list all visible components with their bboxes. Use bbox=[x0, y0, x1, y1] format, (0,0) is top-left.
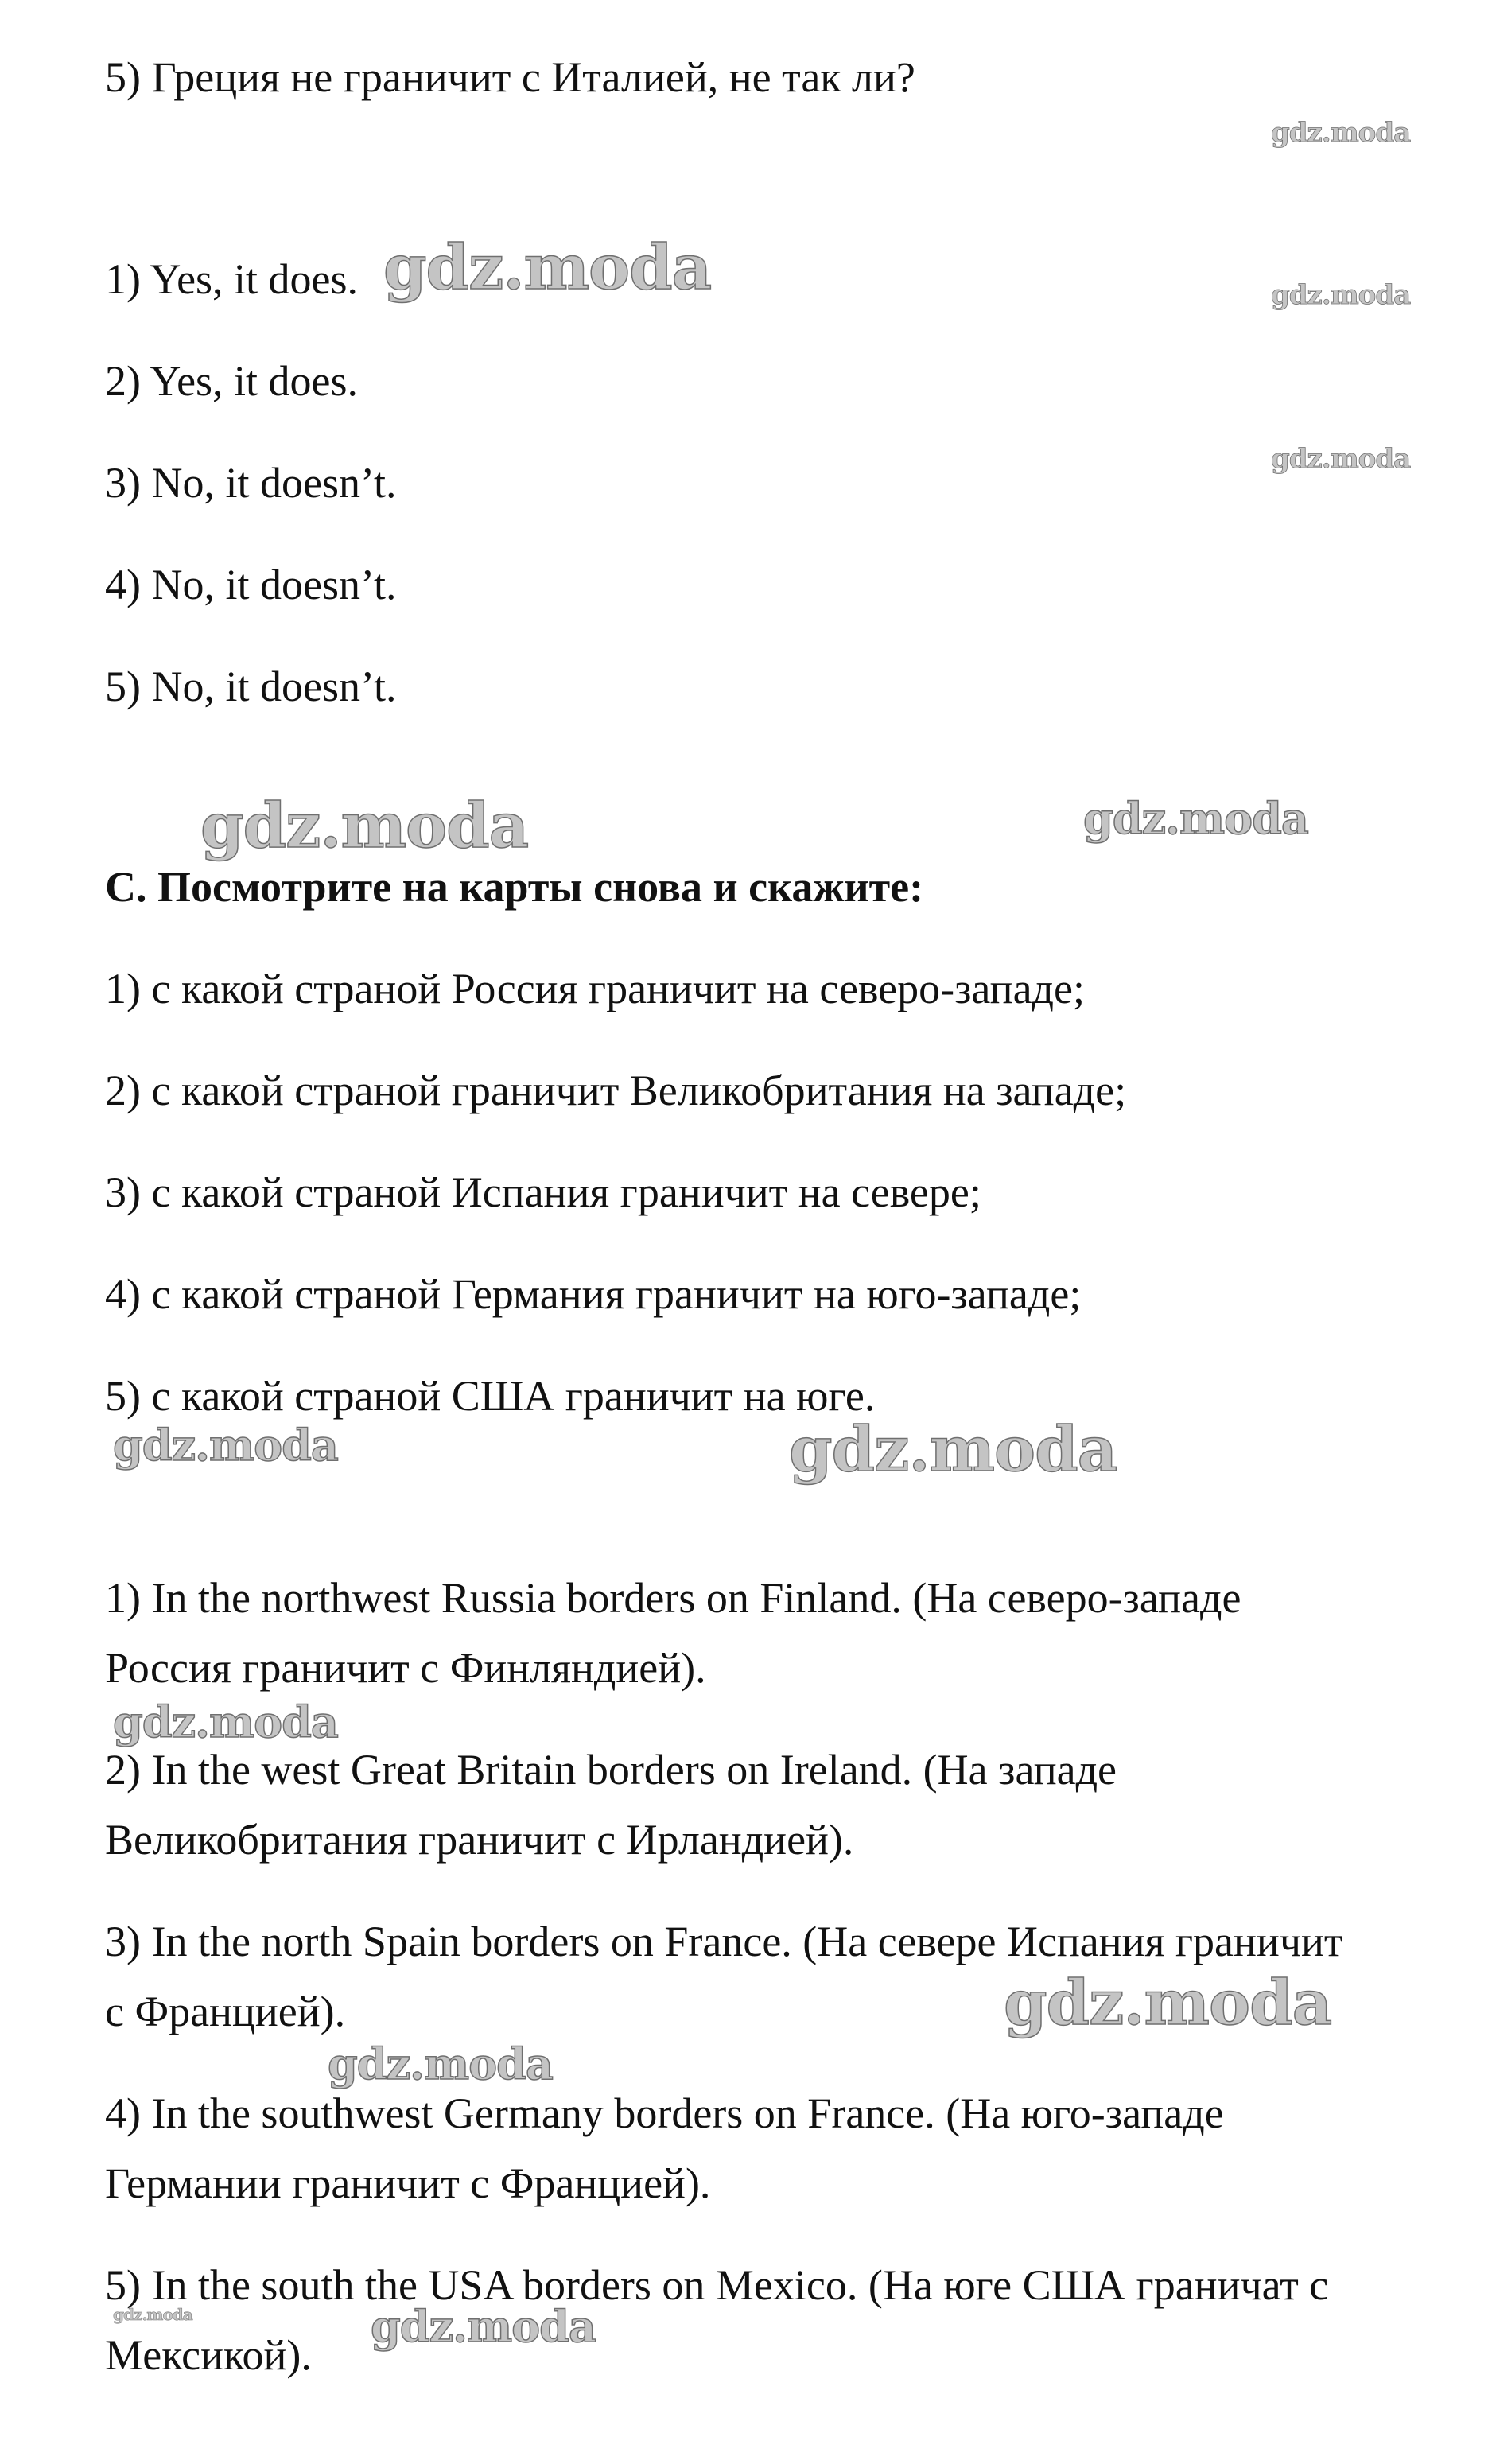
watermark: gdz.moda bbox=[1271, 117, 1411, 149]
watermark: gdz.moda bbox=[200, 790, 529, 862]
question-5: 5) Греция не граничит с Италией, не так ли? bbox=[105, 53, 915, 101]
watermark: gdz.moda bbox=[789, 1413, 1117, 1486]
section-c-question-1: 1) с какой страной Россия граничит на северо-западе; bbox=[105, 965, 1085, 1012]
section-c-answer-4-line-1: 4) In the southwest Germany borders on France. (На юго-западе bbox=[105, 2089, 1224, 2137]
watermark: gdz.moda bbox=[113, 1420, 338, 1471]
watermark: gdz.moda bbox=[113, 1696, 338, 1747]
section-c-question-2: 2) с какой страной граничит Великобритания на западе; bbox=[105, 1067, 1127, 1114]
section-c-answer-2-line-1: 2) In the west Great Britain borders on Ireland. (На западе bbox=[105, 1746, 1117, 1794]
watermark: gdz.moda bbox=[1271, 443, 1411, 475]
answer-b-3: 3) No, it doesn’t. bbox=[105, 459, 397, 507]
section-c-question-3: 3) с какой страной Испания граничит на севере; bbox=[105, 1168, 981, 1216]
section-c-answer-4-line-2: Германии граничит с Францией). bbox=[105, 2159, 711, 2207]
watermark: gdz.moda bbox=[1271, 279, 1411, 311]
watermark: gdz.moda bbox=[371, 2301, 596, 2352]
section-c-answer-2-line-2: Великобритания граничит с Ирландией). bbox=[105, 1816, 854, 1864]
section-c-answer-3-line-2: с Францией). bbox=[105, 1988, 346, 2035]
section-c-answer-5-line-1: 5) In the south the USA borders on Mexico. (На юге США граничат с bbox=[105, 2261, 1329, 2309]
answer-b-2: 2) Yes, it does. bbox=[105, 357, 359, 405]
answer-b-1: 1) Yes, it does. bbox=[105, 255, 359, 303]
watermark: gdz.moda bbox=[383, 231, 712, 304]
section-c-question-4: 4) с какой страной Германия граничит на юго-западе; bbox=[105, 1270, 1082, 1318]
answer-b-5: 5) No, it doesn’t. bbox=[105, 663, 397, 710]
answer-b-4: 4) No, it doesn’t. bbox=[105, 561, 397, 608]
watermark: gdz.moda bbox=[328, 2038, 553, 2089]
watermark: gdz.moda bbox=[1004, 1967, 1332, 2039]
section-c-answer-5-line-2: Мексикой). bbox=[105, 2331, 312, 2379]
section-c-answer-1-line-1: 1) In the northwest Russia borders on Finland. (На северо-западе bbox=[105, 1574, 1241, 1622]
section-c-answer-3-line-1: 3) In the north Spain borders on France. (На севере Испания граничит bbox=[105, 1918, 1343, 1965]
section-c-question-5: 5) с какой страной США граничит на юге. bbox=[105, 1372, 876, 1420]
watermark: gdz.moda bbox=[1083, 793, 1308, 844]
watermark: gdz.moda bbox=[113, 2305, 192, 2324]
section-c-heading: C. Посмотрите на карты снова и скажите: bbox=[105, 863, 924, 911]
section-c-answer-1-line-2: Россия граничит с Финляндией). bbox=[105, 1644, 706, 1692]
